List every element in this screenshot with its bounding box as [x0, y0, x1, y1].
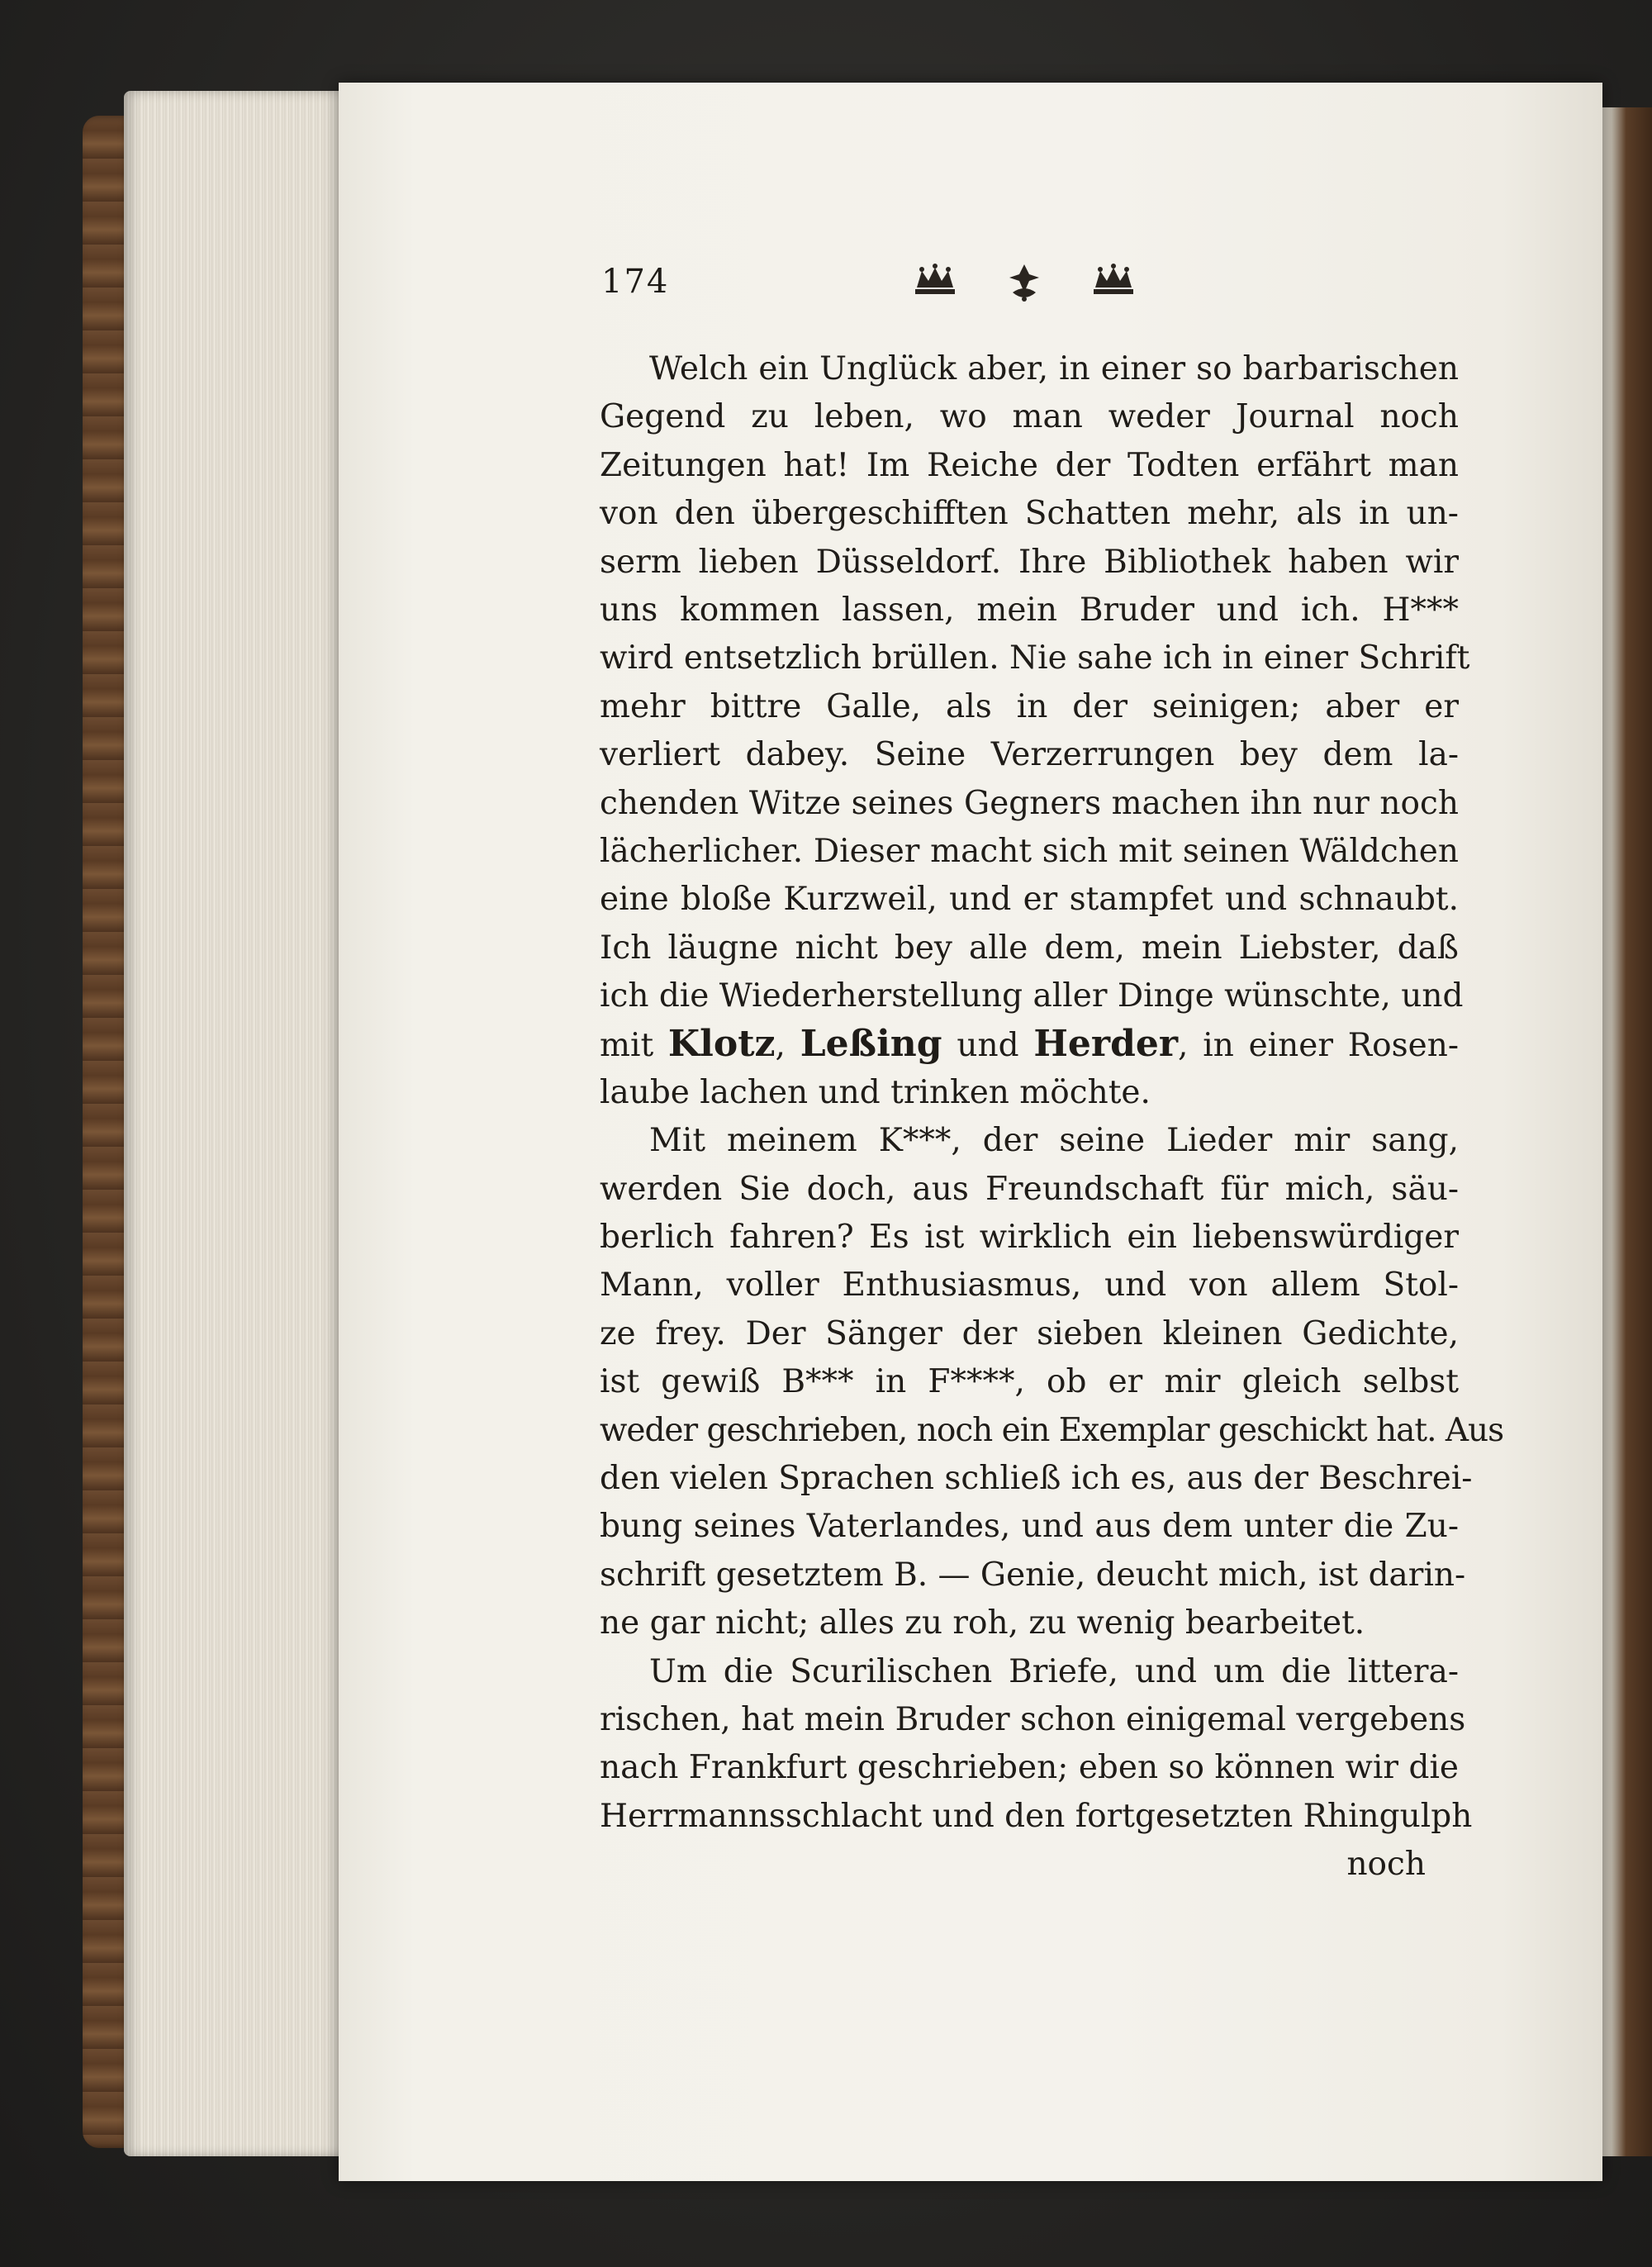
text-line: berlich fahren? Es ist wirklich ein liebenswürdiger	[600, 1219, 1459, 1257]
catchword: noch	[1346, 1846, 1426, 1884]
text-line: serm lieben Düsseldorf. Ihre Bibliothek haben wir	[600, 543, 1459, 581]
text-line: verliert dabey. Seine Verzerrungen bey dem la-	[600, 736, 1459, 774]
page-edges	[124, 91, 347, 2156]
text-line: laube lachen und trinken möchte.	[600, 1073, 1151, 1111]
text-line: Zeitungen hat! Im Reiche der Todten erfährt man	[600, 446, 1459, 484]
text-line: Ich läugne nicht bey alle dem, mein Liebster, daß	[600, 929, 1459, 967]
text-line: rischen, hat mein Bruder schon einigemal vergebens	[600, 1700, 1466, 1738]
page-text	[600, 345, 1504, 1889]
text-line: schrift gesetztem B. — Genie, deucht mich, ist darin-	[600, 1556, 1466, 1594]
text-line: weder geschrieben, noch ein Exemplar geschickt hat. Aus	[600, 1411, 1504, 1449]
text-line: bung seines Vaterlandes, und aus dem unter die Zu-	[600, 1508, 1459, 1546]
text-line: uns kommen lassen, mein Bruder und ich. H***	[600, 591, 1459, 629]
name-lessing: Leßing	[800, 1023, 942, 1066]
crown-ornament-icon	[900, 259, 1148, 306]
text-line: Herrmannsschlacht und den fortgesetzten Rhingulph	[600, 1797, 1473, 1835]
text-line: von den übergeschifften Schatten mehr, als in un-	[600, 495, 1459, 533]
text-line: chenden Witze seines Gegners machen ihn nur noch	[600, 784, 1459, 822]
text-fragment: und	[942, 1027, 1034, 1065]
text-line: wird entsetzlich brüllen. Nie sahe ich in einer Schrift	[600, 639, 1470, 677]
text-line: Um die Scurilischen Briefe, und um die littera-	[649, 1652, 1459, 1690]
text-line: ich die Wiederherstellung aller Dinge wünschte, und	[600, 977, 1464, 1015]
running-head	[601, 263, 1477, 312]
text-line: ne gar nicht; alles zu roh, zu wenig bearbeitet.	[600, 1604, 1365, 1642]
text-line: Mit meinem K***, der seine Lieder mir sang,	[649, 1122, 1459, 1160]
text-line: ist gewiß B*** in F****, ob er mir gleich selbst	[600, 1363, 1459, 1401]
text-fragment: , in einer Rosen-	[1178, 1027, 1460, 1065]
text-fragment: mit	[600, 1027, 668, 1065]
text-line: den vielen Sprachen schließ ich es, aus der Beschrei-	[600, 1459, 1473, 1497]
text-line: ze frey. Der Sänger der sieben kleinen Gedichte,	[600, 1314, 1459, 1352]
page-number: 174	[601, 263, 670, 301]
text-line: werden Sie doch, aus Freundschaft für mich, säu-	[600, 1170, 1459, 1208]
text-fragment: ,	[775, 1027, 800, 1065]
text-line: eine bloße Kurzweil, und er stampfet und schnaubt.	[600, 881, 1459, 919]
text-line: Gegend zu leben, wo man weder Journal noch	[600, 398, 1459, 436]
text-line: Welch ein Unglück aber, in einer so barbarischen	[649, 350, 1459, 387]
text-line: lächerlicher. Dieser macht sich mit seinen Wäldchen	[600, 832, 1459, 870]
text-line-with-names	[600, 1020, 1459, 1068]
name-klotz: Klotz	[667, 1023, 776, 1066]
text-line: Mann, voller Enthusiasmus, und von allem Stol-	[600, 1267, 1459, 1305]
book-cover-right	[1594, 107, 1652, 2156]
name-herder: Herder	[1033, 1023, 1179, 1066]
text-line: mehr bittre Galle, als in der seinigen; aber er	[600, 687, 1459, 725]
text-line: nach Frankfurt geschrieben; eben so können wir die	[600, 1749, 1459, 1787]
